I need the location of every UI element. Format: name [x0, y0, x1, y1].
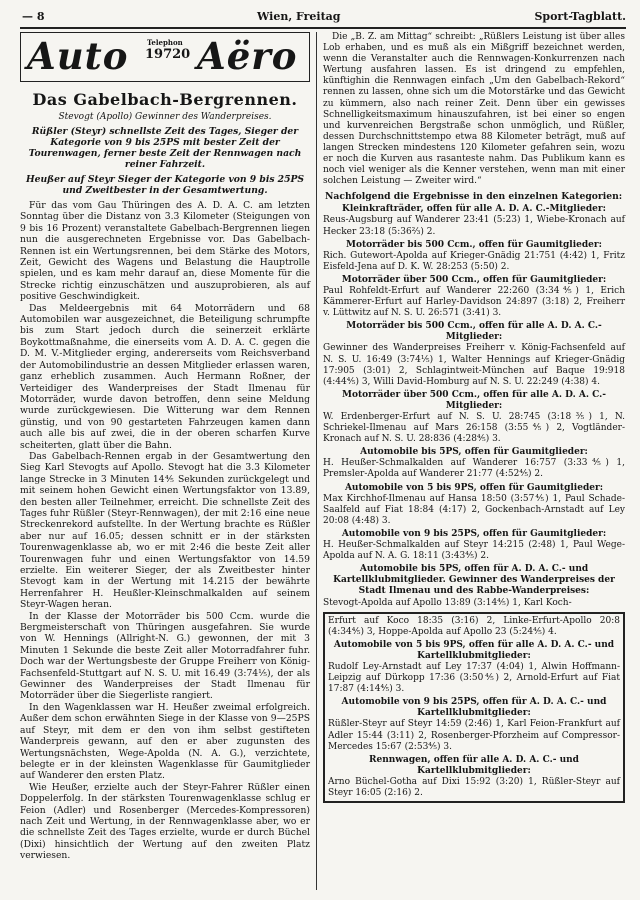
result-entry: W. Erdenberger-Erfurt auf N. S. U. 28:745 (3:18⅗) 1, N. Schriekel-Ilmenau auf Mars 26:158 (3:55⅘) 2, Vogtländer-Kronach auf N. S. U. 28:836 (4:28⅘) 3.	[323, 412, 625, 445]
newspaper-title: Sport-Tagblatt.	[534, 10, 626, 23]
result-category: Automobile von 5 bis 9PS, offen für Gaumitglieder:	[344, 482, 604, 493]
result-category: Motorräder bis 500 Ccm., offen für alle A. D. A. C.-Mitglieder:	[346, 321, 602, 343]
result-entry: Rüßler-Steyr auf Steyr 14:59 (2:46) 1, Karl Feion-Frankfurt auf Adler 15:44 (3:11) 2, Rosenberger-Pforzheim auf Compressor-Mercedes 15:67 (2:53⅘) 3.	[328, 719, 620, 752]
right-column	[323, 32, 625, 803]
result-category: Automobile von 9 bis 25PS, offen für A. D. A. C.- und Kartellklubmitglieder:	[341, 697, 607, 719]
page-number: — 8	[22, 10, 45, 23]
press-quote: Die „B. Z. am Mittag“ schreibt: „Rüßlers Leistung ist über alles Lob erhaben, und es muß als ein Mißgriff bezeichnet werden, wenn die Veranstalter auch die Rennwagen-Konkurrenzen nach Wertung ausfahren lassen. Es ist dringend zu empfehlen, künftighin die Rennwagen einfach „Um den Gabelbach-Rekord“ rennen zu lassen, ohne sich um die Motorstärke und das Gewicht zu kümmern, also nach reiner Zeit. Denn über ein gewisses Schnelligkeitsmaximum hinauszufahren, ist bei einer so engen und kurvenreichen Bergstraße schon unmöglich, und Rüßler, dessen Durchschnittstempo etwa 88 Kilometer beträgt, muß auf langen Strecken mindestens 120 Kilometer gefahren sein, wozu er noch die Kurven aus rasanteste nahm. Das Publikum kann es noch viel weniger als die Kenner verstehen, wenn man mit einer solchen Leistung — Zweiter wird.“	[323, 32, 625, 187]
article-subheadline: Stevogt (Apollo) Gewinner des Wanderpreises.	[58, 112, 272, 122]
article-paragraph: Das Meldeergebnis mit 64 Motorrädern und 68 Automobilen war ausgezeichnet, die Beteiligung schrumpfte bis zum Start jedoch durch die seinerzeit erklärte Boykottmaßnahme, die einerseits vom A. D. A. C. gegen die D. M. V.-Mitglieder erging, andererseits vom Reichsverband der Automobilindustrie an dessen Mitglieder erlassen waren, ganz erheblich zusammen. Auch Hermann Roßner, der Verteidiger des Wanderpreises der Stadt Ilmenau für Motorräder, wurde davon betroffen, denn seine Meldung wurde zurückgewiesen. Die Witterung war dem Rennen günstig, und von 90 gestarteten Fahrzeugen kamen dann auch alle bis auf zwei, die in der oberen scharfen Kurve scheiterten, glatt über die Bahn.	[20, 302, 310, 451]
article-lead-2: Heußer auf Steyr Sieger der Kategorie von 9 bis 25PS und Zweitbester in der Gesamtwertung.	[25, 174, 305, 196]
article-paragraph: In den Wagenklassen war H. Heußer zweimal erfolgreich. Außer dem schon erwähnten Siege in der Klasse von 9—25PS auf Steyr, mit dem er den von ihm selbst gestifteten Wanderpreis gewann, auf den er aber zugunsten des Wertungsnächsten, Wege-Apolda (N. A. G.), verzichtete, belegte er in der kleinsten Wagenklasse für Gaumitglieder auf Wanderer den ersten Platz.	[20, 701, 310, 782]
page-header	[20, 9, 626, 29]
result-category: Automobile von 5 bis 9PS, offen für alle A. D. A. C.- und Kartellklubmitglieder:	[333, 639, 615, 661]
date-line: Wien, Freitag	[257, 10, 341, 23]
section-masthead	[20, 32, 310, 82]
result-category: Motorräder über 500 Ccm., offen für Gaumitglieder:	[341, 274, 607, 285]
article-paragraph: Das Gabelbach-Rennen ergab in der Gesamtwertung den Sieg Karl Stevogts auf Apollo. Stevogt hat die 3.3 Kilometer lange Strecke in 3 Minuten 14⅘ Sekunden zurückgelegt und mit seinem hohen Gewicht einen Wertungsfaktor von 13.89, den besten aller Teilnehmer, erreicht. Die schnellste Zeit des Tages fuhr Rüßler (Steyr-Rennwagen), der mit 2:16 eine neue Streckenrekord aufstellte. In der Wertung brachte es Rüßler aber nur auf 16.05; dessen schnitt er in der stärksten Tourenwagenklasse ab, wo er mit 2:46 die beste Zeit aller Tourenwagen fuhr und einen Wertungsfaktor von 14.59 erzielte. Ein weiterer Sieger, der als Zweitbester hinter Stevogt kam in der Wertung mit 14.215 der bewährte Herrenfahrer H. Heußler-Kleinschmalkalden auf seinem Steyr-Wagen heran.	[20, 450, 310, 611]
result-entry: Max Kirchhof-Ilmenau auf Hansa 18:50 (3:57⅘) 1, Paul Schade-Saalfeld auf Fiat 18:84 (4:17) 2, Gockenbach-Arnstadt auf Ley 20:08 (4:48) 3.	[323, 493, 625, 526]
result-category: Motorräder bis 500 Ccm., offen für Gaumitglieder:	[346, 239, 602, 250]
article-paragraph: Für das vom Gau Thüringen des A. D. A. C. am letzten Sonntag über die Distanz von 3.3 Kilometer (Steigungen von 9 bis 16 Prozent) veranstaltete Gabelbach-Bergrennen liegen nun die ausgerechneten Ergebnisse vor. Das Gabelbach-Rennen ist ein Wertungsrennen, bei dem Stärke des Motors, Zeit, Gewicht des Wagens und Belastung die Hauptrolle spielen, und es kam mehr darauf an, diese Momente für die Strecke richtig einzuschätzen und auszuprobieren, als auf positive Geschwindigkeit.	[20, 200, 310, 303]
result-entry: Arno Büchel-Gotha auf Dixi 15:92 (3:20) 1, Rüßler-Steyr auf Steyr 16:05 (2:16) 2.	[328, 776, 620, 798]
results-heading: Nachfolgend die Ergebnisse in den einzelnen Kategorien:	[325, 191, 623, 203]
article-paragraph: Wie Heußer, erzielte auch der Steyr-Fahrer Rüßler einen Doppelerfolg. In der stärksten Tourenwagenklasse schlug er Feion (Adler) und Rosenberger (Mercedes-Kompressoren) nach Zeit und Wertung, in der Rennwagenklasse aber, wo er die schnellste Zeit des Tages erzielte, wurde er durch Büchel (Dixi) hinsichtlich der Wertung auf den zweiten Platz verwiesen.	[20, 781, 310, 862]
masthead-phone-number: 19720	[145, 47, 191, 62]
result-entry: Gewinner des Wanderpreises Freiherr v. König-Fachsenfeld auf N. S. U. 16:49 (3:74⅕) 1, Walter Hennings auf Krieger-Gnädig 17:905 (3:01) 2, Schlagintweit-München auf Baque 19:918 (4:44⅘) 3, Willi David-Homburg auf N. S. U. 22:249 (4:38) 4.	[323, 343, 625, 387]
results-list	[323, 204, 625, 608]
result-entry: Rich. Gutewort-Apolda auf Krieger-Gnädig 21:751 (4:42) 1, Fritz Eisfeld-Jena auf D. K. W. 28:253 (5:50) 2.	[323, 250, 625, 272]
article-headline: Das Gabelbach-Bergrennen.	[32, 90, 298, 109]
result-category: Motorräder über 500 Ccm., offen für alle A. D. A. C.-Mitglieder:	[342, 389, 606, 411]
result-entry: H. Heußer-Schmalkalden auf Steyr 14:215 (2:48) 1, Paul Wege-Apolda auf N. A. G. 18:11 (3:43⅘) 2.	[323, 540, 625, 562]
result-category: Automobile bis 5PS, offen für Gaumitglieder:	[360, 447, 588, 458]
result-category: Automobile bis 5PS, offen für A. D. A. C.- und Kartellklubmitglieder. Gewinner des Wanderpreises der Stadt Ilmenau und des Rabbe-Wanderpreises:	[333, 564, 615, 597]
result-category: Automobile von 9 bis 25PS, offen für Gaumitglieder:	[341, 528, 607, 539]
left-column	[20, 32, 310, 862]
masthead-auto: Auto	[27, 34, 129, 78]
article-body	[20, 200, 310, 862]
masthead-phone-label: Telephon	[147, 38, 183, 47]
column-rule	[316, 32, 317, 890]
article-paragraph: In der Klasse der Motorräder bis 500 Ccm. wurde die Bergmeisterschaft von Thüringen ausgefahren. Sie wurde von W. Hennings (Allright-N. G.) gewonnen, der mit 3 Minuten 1 Sekunde die beste Zeit aller Motorradfahrer fuhr. Doch war der Wertungsbeste der Gruppe Freiherr von König-Fachsenfeld-Stuttgart auf N. S. U. mit 16.49 (3:74⅕), der als Gewinner des Wanderpreises der Stadt Ilmenau für Motorräder über die Siegerliste rangiert.	[20, 610, 310, 702]
result-entry: Paul Rohfeldt-Erfurt auf Wanderer 22:260 (3:34⅘) 1, Erich Kämmerer-Erfurt auf Harley-Davidson 24:897 (3:18) 2, Freiherr v. Lüttwitz auf N. S. U. 26:571 (3:41) 3.	[323, 285, 625, 319]
result-category: Kleinkrafträder, offen für alle A. D. A. C.-Mitglieder:	[342, 204, 606, 215]
continued-results-box	[323, 612, 625, 804]
masthead-aero: Aëro	[197, 34, 298, 78]
result-entry: Erfurt auf Koco 18:35 (3:16) 2, Linke-Erfurt-Apollo 20:8 (4:34⅘) 3, Hoppe-Apolda auf Apollo 23 (5:24⅘) 4.	[328, 615, 620, 637]
result-category: Rennwagen, offen für alle A. D. A. C.- und Kartellklubmitglieder:	[369, 754, 579, 776]
result-entry: H. Heußer-Schmalkalden auf Wanderer 16:757 (3:33⅘) 1, Premsler-Apolda auf Wanderer 21:77 (4:52⅘) 2.	[323, 458, 625, 480]
result-entry: Rudolf Ley-Arnstadt auf Ley 17:37 (4:04) 1, Alwin Hoffmann-Leipzig auf Dürkopp 17:36 (3:50⅘) 2, Arnold-Erfurt auf Fiat 17:87 (4:14⅘) 3.	[328, 661, 620, 695]
result-entry: Reus-Augsburg auf Wanderer 23:41 (5:23) 1, Wiebe-Kronach auf Hecker 23:18 (5:36⅔) 2.	[323, 215, 625, 237]
result-entry: Stevogt-Apolda auf Apollo 13:89 (3:14⅘) 1, Karl Koch-	[323, 597, 572, 608]
article-lead-1: Rüßler (Steyr) schnellste Zeit des Tages, Sieger der Kategorie von 9 bis 25PS mit bester Zeit der Tourenwagen, ferner beste Zeit der Rennwagen nach reiner Fahrzeit.	[28, 126, 302, 170]
